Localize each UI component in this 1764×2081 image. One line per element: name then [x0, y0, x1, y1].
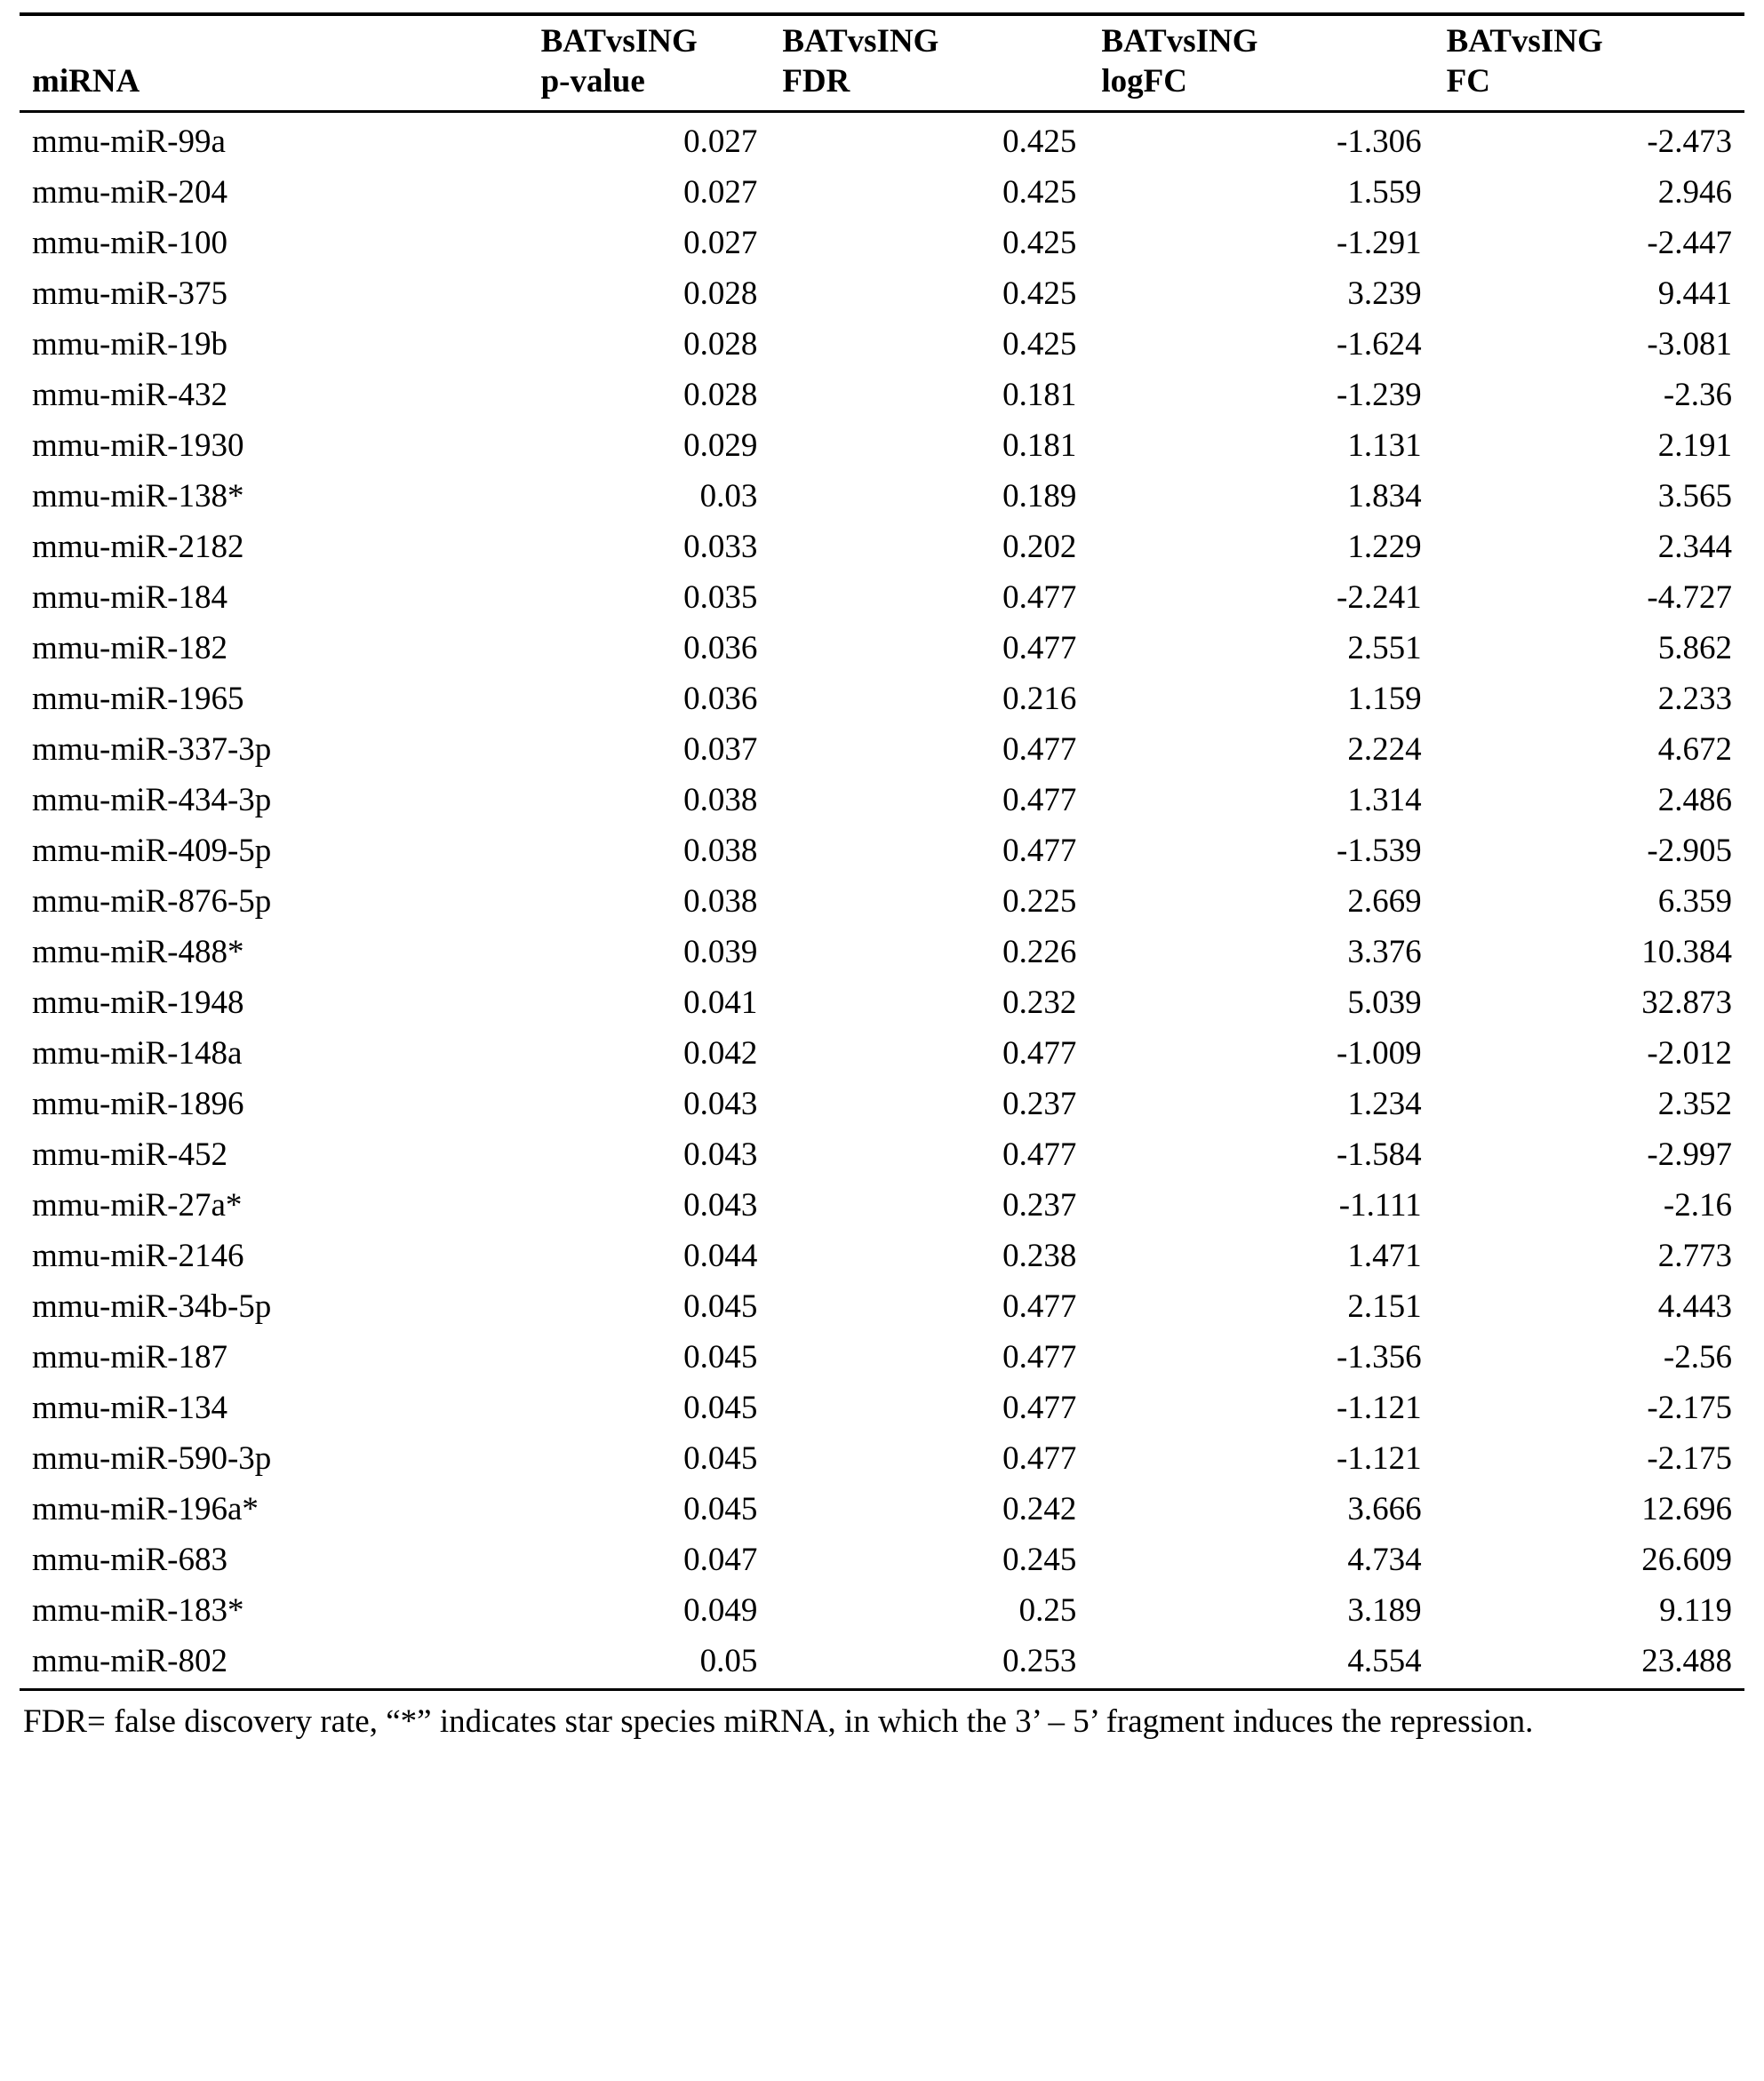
cell-pvalue: 0.047	[683, 1542, 758, 1579]
table-row	[20, 1484, 1744, 1535]
cell-pvalue: 0.05	[529, 1636, 770, 1690]
cell-fdr: 0.253	[770, 1636, 1089, 1690]
cell-fdr: 0.477	[1002, 1288, 1077, 1326]
cell-fc: -2.175	[1647, 1440, 1732, 1478]
cell-pvalue: 0.027	[683, 225, 758, 262]
cell-logfc: -1.239	[1337, 377, 1422, 414]
cell-fc: -2.905	[1647, 833, 1732, 870]
cell-fc: 9.119	[1659, 1592, 1732, 1630]
cell-logfc: -1.291	[1337, 225, 1422, 262]
table-row	[20, 674, 1744, 724]
cell-fc: 6.359	[1657, 883, 1732, 921]
cell-logfc: 1.234	[1347, 1086, 1422, 1123]
cell-logfc: 1.471	[1347, 1238, 1422, 1275]
cell-fc: 2.191	[1657, 427, 1732, 465]
cell-mirna: mmu-miR-1930	[32, 427, 244, 465]
column-header-fc-line1: BATvsING	[1446, 23, 1603, 60]
cell-mirna: mmu-miR-488*	[32, 934, 244, 971]
column-header-logfc-line2: logFC	[1101, 63, 1188, 100]
cell-mirna: mmu-miR-432	[32, 377, 227, 414]
cell-fdr: 0.189	[1002, 478, 1077, 515]
cell-pvalue: 0.037	[683, 731, 758, 769]
cell-fdr: 0.425	[1002, 326, 1077, 363]
cell-mirna: mmu-miR-337-3p	[32, 731, 272, 769]
cell-mirna: mmu-miR-138*	[32, 478, 244, 515]
cell-fdr: 0.477	[1002, 782, 1077, 819]
column-header-fdr-line2: FDR	[782, 63, 850, 100]
cell-pvalue: 0.041	[683, 985, 758, 1022]
cell-mirna: mmu-miR-134	[32, 1390, 227, 1427]
mirna-expression-table	[20, 12, 1744, 1691]
cell-fc: 9.441	[1657, 275, 1732, 313]
cell-pvalue: 0.042	[683, 1035, 758, 1072]
cell-fc: 4.443	[1657, 1288, 1732, 1326]
cell-fc: -2.473	[1647, 124, 1732, 161]
cell-pvalue: 0.027	[683, 124, 758, 161]
cell-logfc: 3.239	[1347, 275, 1422, 313]
cell-pvalue: 0.045	[683, 1440, 758, 1478]
cell-logfc: 1.834	[1347, 478, 1422, 515]
table-row	[20, 1636, 1744, 1690]
cell-logfc: 2.551	[1347, 630, 1422, 667]
table-row	[20, 218, 1744, 268]
cell-pvalue: 0.029	[683, 427, 758, 465]
cell-logfc: -1.356	[1337, 1339, 1422, 1376]
cell-fdr: 0.245	[1002, 1542, 1077, 1579]
cell-fdr: 0.477	[1002, 1390, 1077, 1427]
table-row	[20, 370, 1744, 420]
table-row	[20, 319, 1744, 370]
column-header-fc-line2: FC	[1446, 63, 1490, 100]
cell-mirna: mmu-miR-184	[32, 579, 227, 617]
cell-pvalue: 0.038	[683, 782, 758, 819]
cell-mirna: mmu-miR-434-3p	[32, 782, 272, 819]
cell-mirna: mmu-miR-100	[32, 225, 227, 262]
column-header-mirna	[20, 14, 529, 112]
cell-mirna: mmu-miR-683	[32, 1542, 227, 1579]
cell-pvalue: 0.03	[699, 478, 758, 515]
cell-mirna: mmu-miR-1948	[32, 985, 244, 1022]
cell-mirna: mmu-miR-204	[32, 174, 227, 211]
cell-pvalue: 0.044	[683, 1238, 758, 1275]
table-header-row	[20, 14, 1744, 112]
cell-logfc: 5.039	[1347, 985, 1422, 1022]
cell-mirna: mmu-miR-183*	[32, 1592, 244, 1630]
cell-pvalue: 0.039	[683, 934, 758, 971]
cell-logfc: -1.121	[1337, 1440, 1422, 1478]
cell-fdr: 0.202	[1002, 529, 1077, 566]
cell-logfc: -1.111	[1338, 1187, 1422, 1224]
cell-logfc: 3.376	[1347, 934, 1422, 971]
cell-logfc: 4.554	[1089, 1636, 1433, 1690]
cell-fc: -2.447	[1647, 225, 1732, 262]
table-row	[20, 775, 1744, 825]
cell-mirna: mmu-miR-27a*	[32, 1187, 243, 1224]
cell-fdr: 0.238	[1002, 1238, 1077, 1275]
table-row	[20, 471, 1744, 522]
cell-pvalue: 0.038	[683, 833, 758, 870]
table-footnote: FDR= false discovery rate, “*” indicates star species miRNA, in which the 3’ – 5’ fragment induces the repression.	[23, 1703, 1534, 1741]
cell-fdr: 0.425	[1002, 275, 1077, 313]
cell-fc: 2.352	[1657, 1086, 1732, 1123]
cell-fdr: 0.477	[1002, 833, 1077, 870]
cell-mirna: mmu-miR-452	[32, 1136, 227, 1174]
cell-fc: -2.175	[1647, 1390, 1732, 1427]
table-row	[20, 420, 1744, 471]
cell-pvalue: 0.035	[683, 579, 758, 617]
table-row	[20, 1383, 1744, 1433]
cell-logfc: -1.624	[1337, 326, 1422, 363]
cell-fdr: 0.477	[1002, 1339, 1077, 1376]
cell-fdr: 0.477	[1002, 630, 1077, 667]
cell-pvalue: 0.033	[683, 529, 758, 566]
cell-fdr: 0.477	[1002, 1035, 1077, 1072]
column-header-fdr	[770, 14, 1089, 112]
column-header-fc	[1434, 14, 1744, 112]
table-row	[20, 977, 1744, 1028]
cell-fc: -4.727	[1647, 579, 1732, 617]
cell-mirna: mmu-miR-99a	[32, 124, 226, 161]
cell-fdr: 0.242	[1002, 1491, 1077, 1528]
cell-fdr: 0.425	[1002, 225, 1077, 262]
cell-fdr: 0.232	[1002, 985, 1077, 1022]
cell-pvalue: 0.043	[683, 1136, 758, 1174]
cell-pvalue: 0.045	[683, 1491, 758, 1528]
cell-logfc: -1.306	[1337, 124, 1422, 161]
cell-mirna: mmu-miR-876-5p	[32, 883, 272, 921]
cell-fc: 2.344	[1657, 529, 1732, 566]
table-row	[20, 522, 1744, 572]
column-header-logfc-line1: BATvsING	[1101, 23, 1258, 60]
cell-fdr: 0.425	[1002, 124, 1077, 161]
cell-logfc: 3.189	[1347, 1592, 1422, 1630]
cell-mirna: mmu-miR-187	[32, 1339, 227, 1376]
table-row	[20, 1231, 1744, 1281]
cell-pvalue: 0.028	[683, 275, 758, 313]
table-row	[20, 927, 1744, 977]
table-row	[20, 724, 1744, 775]
cell-logfc: 1.159	[1347, 681, 1422, 718]
cell-fc: -2.16	[1663, 1187, 1732, 1224]
cell-fc: -2.997	[1647, 1136, 1732, 1174]
cell-fc: 2.946	[1657, 174, 1732, 211]
cell-logfc: 1.314	[1347, 782, 1422, 819]
cell-fc: 2.773	[1657, 1238, 1732, 1275]
table-row	[20, 825, 1744, 876]
column-header-pvalue-line2: p-value	[540, 63, 645, 100]
table-row	[20, 268, 1744, 319]
cell-mirna: mmu-miR-196a*	[32, 1491, 259, 1528]
table-row	[20, 1585, 1744, 1636]
cell-fc: 2.233	[1657, 681, 1732, 718]
table-row	[20, 112, 1744, 168]
table-row	[20, 1180, 1744, 1231]
cell-pvalue: 0.028	[683, 326, 758, 363]
cell-logfc: -1.584	[1337, 1136, 1422, 1174]
cell-mirna: mmu-miR-1896	[32, 1086, 244, 1123]
cell-fdr: 0.216	[1002, 681, 1077, 718]
table-row	[20, 623, 1744, 674]
cell-fc: 2.486	[1657, 782, 1732, 819]
cell-fdr: 0.25	[1018, 1592, 1077, 1630]
cell-pvalue: 0.038	[683, 883, 758, 921]
cell-logfc: 1.229	[1347, 529, 1422, 566]
cell-fdr: 0.477	[1002, 1136, 1077, 1174]
cell-pvalue: 0.043	[683, 1086, 758, 1123]
cell-fdr: 0.181	[1002, 427, 1077, 465]
cell-mirna: mmu-miR-2182	[32, 529, 244, 566]
cell-pvalue: 0.045	[683, 1288, 758, 1326]
cell-pvalue: 0.045	[683, 1390, 758, 1427]
cell-fc: 12.696	[1641, 1491, 1732, 1528]
table-row	[20, 167, 1744, 218]
cell-logfc: 2.669	[1347, 883, 1422, 921]
cell-fc: 4.672	[1657, 731, 1732, 769]
cell-pvalue: 0.036	[683, 630, 758, 667]
table-row	[20, 876, 1744, 927]
column-header-logfc	[1089, 14, 1433, 112]
column-header-fdr-line1: BATvsING	[782, 23, 939, 60]
cell-fc: -2.36	[1663, 377, 1732, 414]
cell-fc: 32.873	[1641, 985, 1732, 1022]
cell-fdr: 0.226	[1002, 934, 1077, 971]
cell-fc: -3.081	[1647, 326, 1732, 363]
table-row	[20, 572, 1744, 623]
cell-pvalue: 0.028	[683, 377, 758, 414]
cell-fc: 26.609	[1641, 1542, 1732, 1579]
cell-pvalue: 0.027	[683, 174, 758, 211]
cell-mirna: mmu-miR-802	[20, 1636, 529, 1690]
cell-logfc: -2.241	[1337, 579, 1422, 617]
cell-mirna: mmu-miR-182	[32, 630, 227, 667]
table-row	[20, 1281, 1744, 1332]
cell-pvalue: 0.036	[683, 681, 758, 718]
cell-fdr: 0.477	[1002, 1440, 1077, 1478]
cell-fdr: 0.225	[1002, 883, 1077, 921]
column-header-mirna-line2: miRNA	[32, 63, 140, 100]
cell-logfc: 3.666	[1347, 1491, 1422, 1528]
cell-fdr: 0.477	[1002, 579, 1077, 617]
table-row	[20, 1535, 1744, 1585]
column-header-pvalue-line1: BATvsING	[540, 23, 698, 60]
table-row	[20, 1433, 1744, 1484]
cell-logfc: 4.734	[1347, 1542, 1422, 1579]
cell-logfc: -1.009	[1337, 1035, 1422, 1072]
cell-fc: 23.488	[1434, 1636, 1744, 1690]
cell-logfc: 2.224	[1347, 731, 1422, 769]
table-row	[20, 1079, 1744, 1129]
cell-mirna: mmu-miR-2146	[32, 1238, 244, 1275]
cell-fdr: 0.181	[1002, 377, 1077, 414]
table-row	[20, 1129, 1744, 1180]
cell-fdr: 0.237	[1002, 1086, 1077, 1123]
cell-pvalue: 0.049	[683, 1592, 758, 1630]
cell-mirna: mmu-miR-375	[32, 275, 227, 313]
cell-mirna: mmu-miR-34b-5p	[32, 1288, 272, 1326]
cell-mirna: mmu-miR-1965	[32, 681, 244, 718]
table-body	[20, 112, 1744, 1690]
cell-logfc: -1.121	[1337, 1390, 1422, 1427]
cell-fdr: 0.237	[1002, 1187, 1077, 1224]
cell-mirna: mmu-miR-409-5p	[32, 833, 272, 870]
cell-fc: 10.384	[1641, 934, 1732, 971]
cell-logfc: 1.131	[1347, 427, 1422, 465]
cell-logfc: 2.151	[1347, 1288, 1422, 1326]
cell-pvalue: 0.043	[683, 1187, 758, 1224]
cell-logfc: -1.539	[1337, 833, 1422, 870]
cell-mirna: mmu-miR-19b	[32, 326, 227, 363]
column-header-pvalue	[529, 14, 770, 112]
cell-fc: 5.862	[1657, 630, 1732, 667]
cell-logfc: 1.559	[1347, 174, 1422, 211]
table-row	[20, 1028, 1744, 1079]
cell-mirna: mmu-miR-590-3p	[32, 1440, 272, 1478]
cell-mirna: mmu-miR-148a	[32, 1035, 243, 1072]
table-row	[20, 1332, 1744, 1383]
cell-fc: -2.56	[1663, 1339, 1732, 1376]
cell-fc: 3.565	[1657, 478, 1732, 515]
cell-fdr: 0.425	[1002, 174, 1077, 211]
cell-fdr: 0.477	[1002, 731, 1077, 769]
cell-fc: -2.012	[1647, 1035, 1732, 1072]
cell-pvalue: 0.045	[683, 1339, 758, 1376]
table-header	[20, 14, 1744, 112]
